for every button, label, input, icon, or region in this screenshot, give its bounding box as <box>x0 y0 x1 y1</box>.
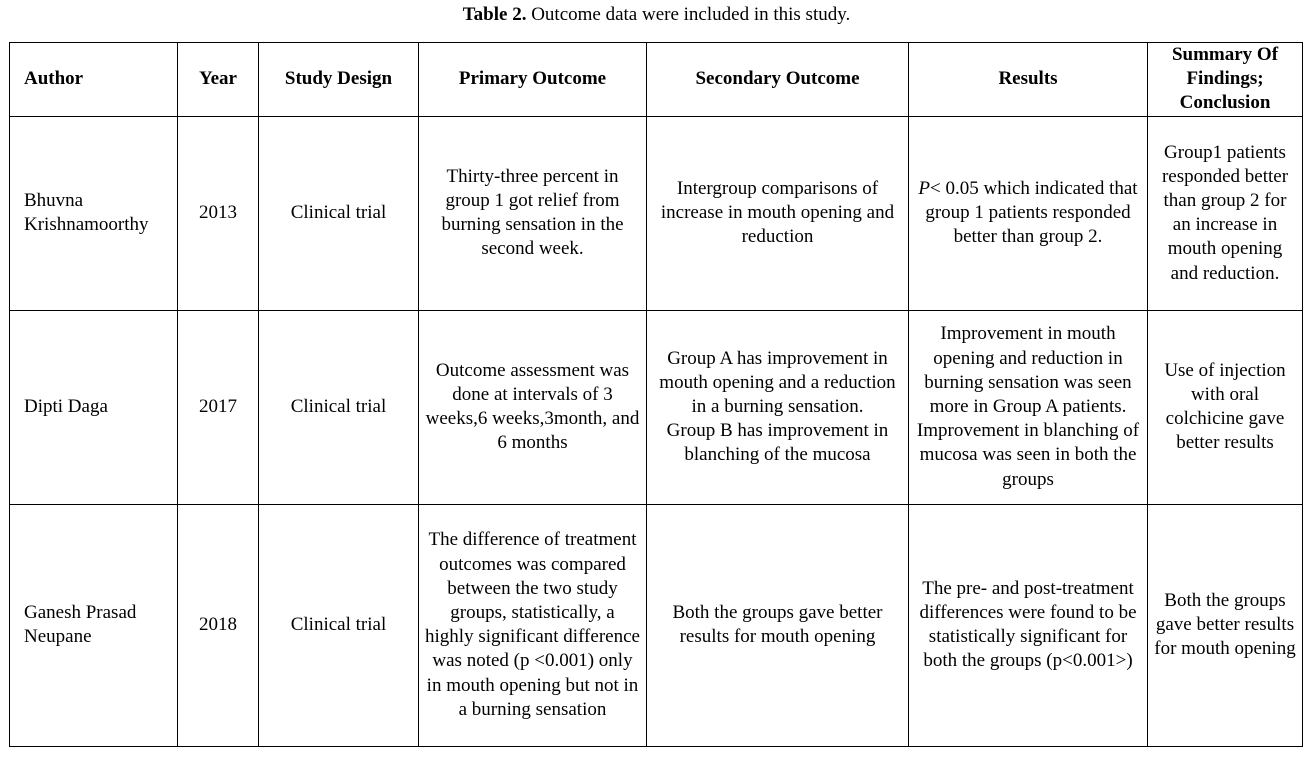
cell-secondary-outcome: Intergroup comparisons of increase in mouth opening and reduction <box>647 116 909 310</box>
table-caption <box>0 4 1313 26</box>
table-row <box>10 116 1303 310</box>
results-text: < 0.05 which indicated that group 1 patients responded better than group 2. <box>925 177 1138 248</box>
header-primary-outcome: Primary Outcome <box>419 43 647 117</box>
header-secondary-outcome: Secondary Outcome <box>647 43 909 117</box>
header-author: Author <box>10 43 178 117</box>
cell-year: 2018 <box>178 504 259 746</box>
cell-secondary-outcome <box>647 310 909 504</box>
cell-study-design: Clinical trial <box>259 116 419 310</box>
cell-year: 2017 <box>178 310 259 504</box>
cell-author: Bhuvna Krishnamoorthy <box>10 116 178 310</box>
cell-primary-outcome: Thirty-three percent in group 1 got relief from burning sensation in the second week. <box>419 116 647 310</box>
cell-primary-outcome: Outcome assessment was done at intervals of 3 weeks,6 weeks,3month, and 6 months <box>419 310 647 504</box>
cell-primary-outcome: The difference of treatment outcomes was compared between the two study groups, statistically, a highly significant difference was noted (p <0.001) only in mouth opening but not in a burning sensation <box>419 504 647 746</box>
header-summary: Summary Of Findings; Conclusion <box>1148 43 1303 117</box>
secondary-group-a: Group A has improvement in mouth opening and a reduction in a burning sensation. <box>659 347 896 417</box>
header-results: Results <box>909 43 1148 117</box>
cell-summary: Both the groups gave better results for mouth opening <box>1148 504 1303 746</box>
cell-year: 2013 <box>178 116 259 310</box>
table-row <box>10 504 1303 746</box>
header-study-design: Study Design <box>259 43 419 117</box>
cell-summary: Use of injection with oral colchicine gave better results <box>1148 310 1303 504</box>
results-p-italic: P <box>918 177 931 199</box>
cell-author: Ganesh Prasad Neupane <box>10 504 178 746</box>
cell-author: Dipti Daga <box>10 310 178 504</box>
cell-results: The pre- and post-treatment differences were found to be statistically significant for both the groups (p<0.001>) <box>909 504 1148 746</box>
table-caption-label: Table 2. <box>462 4 527 25</box>
cell-study-design: Clinical trial <box>259 504 419 746</box>
cell-secondary-outcome: Both the groups gave better results for mouth opening <box>647 504 909 746</box>
cell-results <box>909 116 1148 310</box>
cell-results: Improvement in mouth opening and reduction in burning sensation was seen more in Group A patients. Improvement in blanching of mucosa was seen in both the groups <box>909 310 1148 504</box>
header-year: Year <box>178 43 259 117</box>
table-row <box>10 310 1303 504</box>
table-header-row <box>10 43 1303 117</box>
cell-summary: Group1 patients responded better than group 2 for an increase in mouth opening and reduction. <box>1148 116 1303 310</box>
outcome-table <box>9 42 1303 747</box>
secondary-group-b: Group B has improvement in blanching of the mucosa <box>666 420 889 466</box>
table-caption-text: Outcome data were included in this study. <box>526 4 851 25</box>
cell-study-design: Clinical trial <box>259 310 419 504</box>
